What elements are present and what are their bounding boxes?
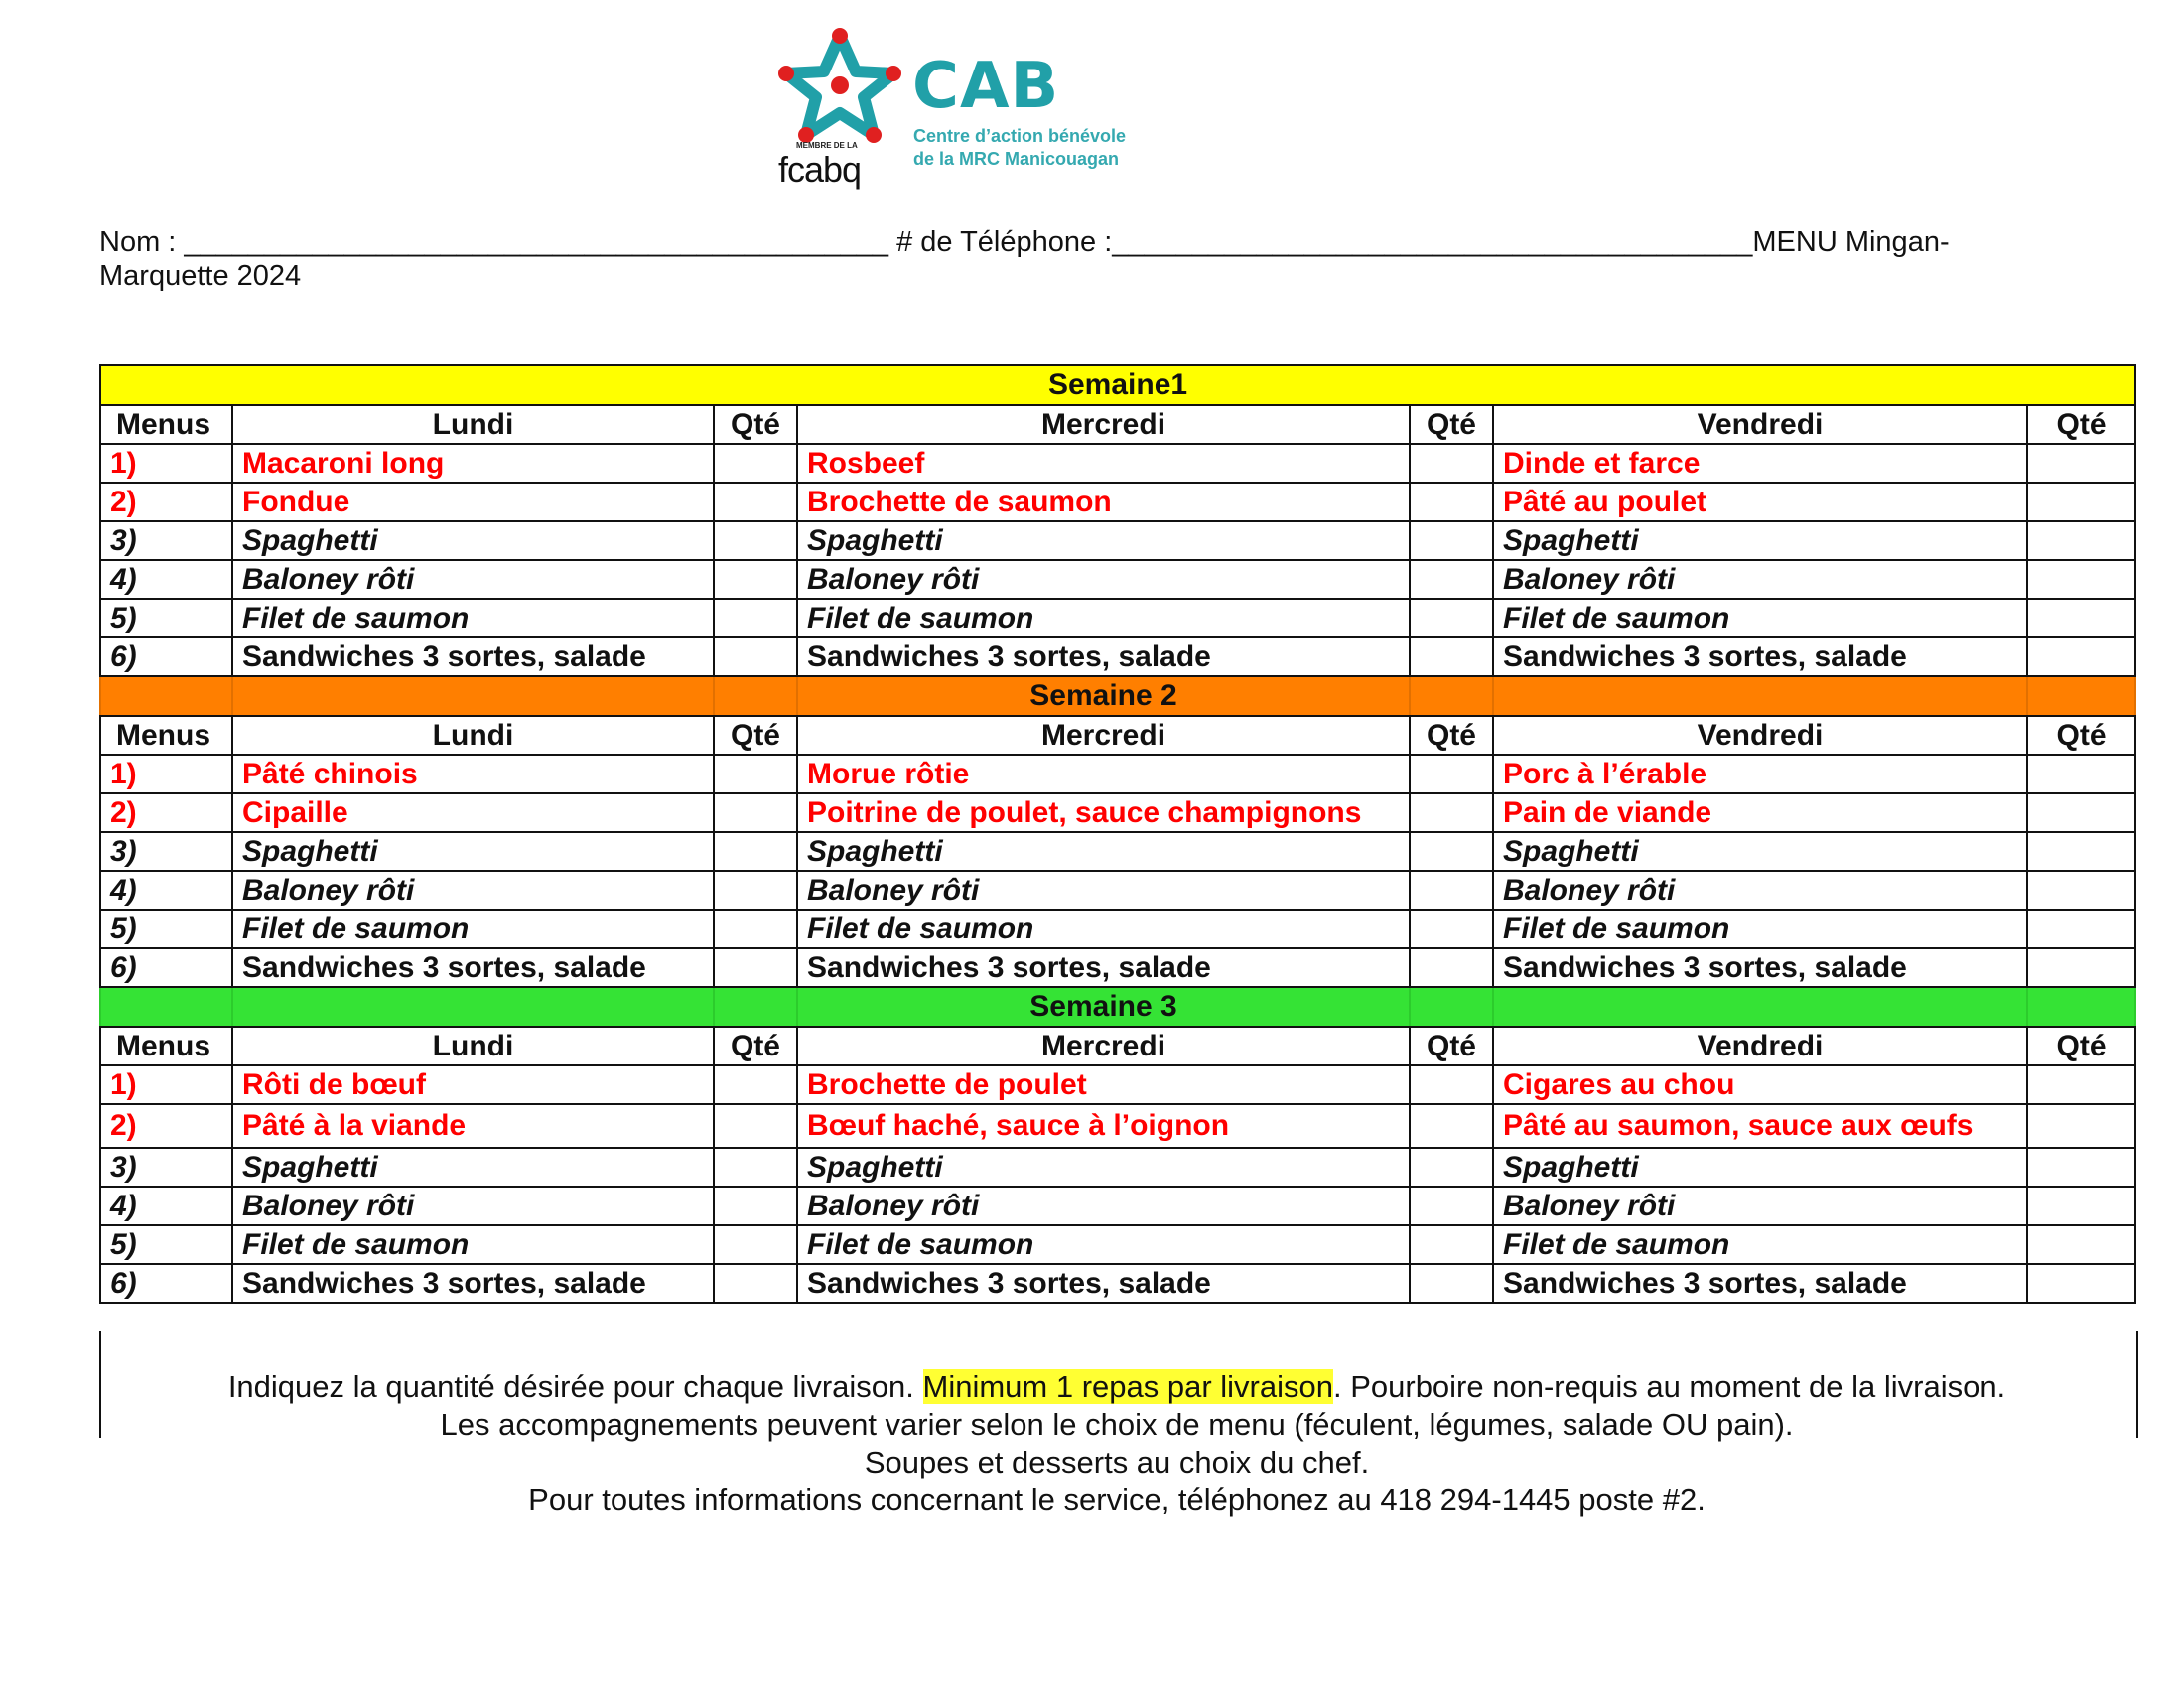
- qty-cell-mercredi[interactable]: [1410, 444, 1493, 483]
- column-header-qte: Qté: [1410, 1027, 1493, 1065]
- qty-cell-vendredi[interactable]: [2027, 599, 2135, 637]
- note-quantity-start: Indiquez la quantité désirée pour chaque livraison.: [227, 1369, 923, 1404]
- week-header-row: [100, 365, 2135, 405]
- dish-vendredi: Filet de saumon: [1493, 599, 2027, 637]
- menu-row: [100, 560, 2135, 599]
- column-header-qte: Qté: [1410, 716, 1493, 755]
- menu-row: [100, 793, 2135, 832]
- qty-cell-lundi[interactable]: [714, 1148, 797, 1187]
- qty-cell-vendredi[interactable]: [2027, 483, 2135, 521]
- menu-row: [100, 483, 2135, 521]
- qty-cell-mercredi[interactable]: [1410, 1225, 1493, 1264]
- column-header-vendredi: Vendredi: [1493, 1027, 2027, 1065]
- column-header-mercredi: Mercredi: [797, 716, 1410, 755]
- dish-lundi: Macaroni long: [232, 444, 714, 483]
- dish-lundi: Cipaille: [232, 793, 714, 832]
- week-spacer-cell: [232, 676, 714, 716]
- week-spacer-cell: [232, 987, 714, 1027]
- qty-cell-vendredi[interactable]: [2027, 832, 2135, 871]
- qty-cell-lundi[interactable]: [714, 793, 797, 832]
- dish-lundi: Baloney rôti: [232, 1187, 714, 1225]
- week-spacer-cell: [1410, 987, 1493, 1027]
- order-form-header: [99, 225, 2035, 293]
- dish-mercredi: Spaghetti: [797, 832, 1410, 871]
- qty-cell-lundi[interactable]: [714, 1065, 797, 1104]
- dish-mercredi: Filet de saumon: [797, 599, 1410, 637]
- cab-subtitle: [913, 125, 1126, 171]
- menu-number: 3): [100, 1148, 232, 1187]
- dish-lundi: Spaghetti: [232, 832, 714, 871]
- dish-mercredi: Filet de saumon: [797, 910, 1410, 948]
- qty-cell-lundi[interactable]: [714, 1104, 797, 1148]
- column-header-lundi: Lundi: [232, 716, 714, 755]
- qty-cell-vendredi[interactable]: [2027, 1148, 2135, 1187]
- menu-row: [100, 1104, 2135, 1148]
- menu-number: 1): [100, 755, 232, 793]
- qty-cell-vendredi[interactable]: [2027, 1264, 2135, 1303]
- dish-mercredi: Spaghetti: [797, 521, 1410, 560]
- star-people-icon: [778, 24, 907, 153]
- qty-cell-mercredi[interactable]: [1410, 755, 1493, 793]
- dish-vendredi: Baloney rôti: [1493, 871, 2027, 910]
- qty-cell-mercredi[interactable]: [1410, 1148, 1493, 1187]
- dish-vendredi: Sandwiches 3 sortes, salade: [1493, 948, 2027, 987]
- menu-number: 2): [100, 483, 232, 521]
- dish-lundi: Sandwiches 3 sortes, salade: [232, 948, 714, 987]
- note-minimum-highlight: Minimum 1 repas par livraison: [922, 1369, 1333, 1404]
- dish-vendredi: Spaghetti: [1493, 521, 2027, 560]
- column-header-menus: Menus: [100, 405, 232, 444]
- dish-lundi: Filet de saumon: [232, 1225, 714, 1264]
- dish-lundi: Pâté chinois: [232, 755, 714, 793]
- qty-cell-vendredi[interactable]: [2027, 871, 2135, 910]
- dish-vendredi: Sandwiches 3 sortes, salade: [1493, 637, 2027, 676]
- menu-row: [100, 871, 2135, 910]
- dish-vendredi: Sandwiches 3 sortes, salade: [1493, 1264, 2027, 1303]
- dish-vendredi: Filet de saumon: [1493, 1225, 2027, 1264]
- qty-cell-vendredi[interactable]: [2027, 637, 2135, 676]
- dish-mercredi: Baloney rôti: [797, 1187, 1410, 1225]
- dish-lundi: Sandwiches 3 sortes, salade: [232, 637, 714, 676]
- qty-cell-vendredi[interactable]: [2027, 521, 2135, 560]
- dish-vendredi: Pâté au saumon, sauce aux œufs: [1493, 1104, 2027, 1148]
- week-spacer-cell: [714, 987, 797, 1027]
- week-spacer-cell: [1493, 676, 2027, 716]
- member-label: MEMBRE DE LA: [796, 141, 858, 150]
- dish-vendredi: Dinde et farce: [1493, 444, 2027, 483]
- cab-brand: CAB: [912, 50, 1060, 123]
- qty-cell-lundi[interactable]: [714, 1225, 797, 1264]
- dish-mercredi: Sandwiches 3 sortes, salade: [797, 1264, 1410, 1303]
- dish-lundi: Fondue: [232, 483, 714, 521]
- note-tip: . Pourboire non-requis au moment de la livraison.: [1332, 1369, 2006, 1404]
- column-header-qte: Qté: [2027, 1027, 2135, 1065]
- week-header-row: [100, 676, 2135, 716]
- column-header-vendredi: Vendredi: [1493, 405, 2027, 444]
- menu-row: [100, 1264, 2135, 1303]
- qty-cell-mercredi[interactable]: [1410, 1065, 1493, 1104]
- name-phone-line: Nom : ____________________________________________ # de Téléphone :________________________________________MENU Mingan-: [99, 226, 1950, 258]
- qty-cell-lundi[interactable]: [714, 1187, 797, 1225]
- column-header-menus: Menus: [100, 716, 232, 755]
- menu-row: [100, 444, 2135, 483]
- menu-table: [99, 364, 2136, 1304]
- dish-vendredi: Pain de viande: [1493, 793, 2027, 832]
- qty-cell-vendredi[interactable]: [2027, 948, 2135, 987]
- menu-number: 5): [100, 599, 232, 637]
- qty-cell-lundi[interactable]: [714, 483, 797, 521]
- dish-vendredi: Porc à l’érable: [1493, 755, 2027, 793]
- column-header-row: [100, 1027, 2135, 1065]
- dish-lundi: Spaghetti: [232, 1148, 714, 1187]
- column-header-mercredi: Mercredi: [797, 405, 1410, 444]
- menu-number: 1): [100, 1065, 232, 1104]
- column-header-menus: Menus: [100, 1027, 232, 1065]
- menu-row: [100, 832, 2135, 871]
- menu-title-line: Marquette 2024: [99, 260, 302, 292]
- qty-cell-vendredi[interactable]: [2027, 1225, 2135, 1264]
- column-header-lundi: Lundi: [232, 405, 714, 444]
- qty-cell-lundi[interactable]: [714, 1264, 797, 1303]
- dish-lundi: Spaghetti: [232, 521, 714, 560]
- qty-cell-vendredi[interactable]: [2027, 444, 2135, 483]
- qty-cell-lundi[interactable]: [714, 521, 797, 560]
- qty-cell-vendredi[interactable]: [2027, 1187, 2135, 1225]
- qty-cell-lundi[interactable]: [714, 910, 797, 948]
- menu-row: [100, 948, 2135, 987]
- qty-cell-lundi[interactable]: [714, 871, 797, 910]
- dish-mercredi: Poitrine de poulet, sauce champignons: [797, 793, 1410, 832]
- qty-cell-vendredi[interactable]: [2027, 1065, 2135, 1104]
- menu-number: 4): [100, 560, 232, 599]
- dish-lundi: Rôti de bœuf: [232, 1065, 714, 1104]
- qty-cell-mercredi[interactable]: [1410, 1264, 1493, 1303]
- dish-lundi: Baloney rôti: [232, 871, 714, 910]
- dish-vendredi: Baloney rôti: [1493, 560, 2027, 599]
- column-header-qte: Qté: [2027, 716, 2135, 755]
- dish-mercredi: Brochette de poulet: [797, 1065, 1410, 1104]
- cab-subtitle-line2: de la MRC Manicouagan: [913, 149, 1120, 169]
- dish-lundi: Sandwiches 3 sortes, salade: [232, 1264, 714, 1303]
- dish-mercredi: Rosbeef: [797, 444, 1410, 483]
- menu-number: 5): [100, 910, 232, 948]
- menu-row: [100, 1187, 2135, 1225]
- qty-cell-lundi[interactable]: [714, 832, 797, 871]
- qty-cell-mercredi[interactable]: [1410, 599, 1493, 637]
- menu-row: [100, 910, 2135, 948]
- week-spacer-cell: [1493, 987, 2027, 1027]
- week-spacer-cell: [2027, 676, 2135, 716]
- dish-lundi: Pâté à la viande: [232, 1104, 714, 1148]
- qty-cell-vendredi[interactable]: [2027, 560, 2135, 599]
- menu-row: [100, 1148, 2135, 1187]
- menu-row: [100, 1065, 2135, 1104]
- menu-number: 6): [100, 1264, 232, 1303]
- dish-mercredi: Baloney rôti: [797, 871, 1410, 910]
- qty-cell-lundi[interactable]: [714, 560, 797, 599]
- column-header-mercredi: Mercredi: [797, 1027, 1410, 1065]
- qty-cell-lundi[interactable]: [714, 755, 797, 793]
- dish-mercredi: Filet de saumon: [797, 1225, 1410, 1264]
- dish-vendredi: Pâté au poulet: [1493, 483, 2027, 521]
- qty-cell-mercredi[interactable]: [1410, 1187, 1493, 1225]
- menu-number: 2): [100, 793, 232, 832]
- column-header-qte: Qté: [714, 1027, 797, 1065]
- qty-cell-mercredi[interactable]: [1410, 1104, 1493, 1148]
- menu-number: 6): [100, 948, 232, 987]
- dish-vendredi: Spaghetti: [1493, 1148, 2027, 1187]
- dish-vendredi: Spaghetti: [1493, 832, 2027, 871]
- dish-mercredi: Sandwiches 3 sortes, salade: [797, 948, 1410, 987]
- qty-cell-vendredi[interactable]: [2027, 1104, 2135, 1148]
- column-header-row: [100, 716, 2135, 755]
- dish-mercredi: Spaghetti: [797, 1148, 1410, 1187]
- menu-row: [100, 755, 2135, 793]
- menu-number: 6): [100, 637, 232, 676]
- menu-number: 3): [100, 832, 232, 871]
- qty-cell-mercredi[interactable]: [1410, 637, 1493, 676]
- week-spacer-cell: [1410, 676, 1493, 716]
- week-title: Semaine1: [100, 365, 2135, 405]
- note-soups: Soupes et desserts au choix du chef.: [864, 1445, 1370, 1479]
- column-header-qte: Qté: [714, 405, 797, 444]
- fcabq-logo-text: fcabq: [778, 149, 862, 190]
- qty-cell-lundi[interactable]: [714, 444, 797, 483]
- menu-number: 3): [100, 521, 232, 560]
- cab-subtitle-line1: Centre d’action bénévole: [913, 126, 1127, 146]
- menu-row: [100, 521, 2135, 560]
- note-quantity: [99, 1368, 2134, 1406]
- dish-vendredi: Baloney rôti: [1493, 1187, 2027, 1225]
- qty-cell-mercredi[interactable]: [1410, 948, 1493, 987]
- dish-lundi: Filet de saumon: [232, 599, 714, 637]
- menu-number: 2): [100, 1104, 232, 1148]
- week-spacer-cell: [100, 987, 232, 1027]
- week-spacer-cell: [2027, 987, 2135, 1027]
- menu-row: [100, 599, 2135, 637]
- qty-cell-vendredi[interactable]: [2027, 755, 2135, 793]
- week-title: Semaine 2: [797, 676, 1410, 716]
- menu-number: 1): [100, 444, 232, 483]
- dish-mercredi: Sandwiches 3 sortes, salade: [797, 637, 1410, 676]
- column-header-lundi: Lundi: [232, 1027, 714, 1065]
- qty-cell-mercredi[interactable]: [1410, 832, 1493, 871]
- dish-mercredi: Brochette de saumon: [797, 483, 1410, 521]
- column-header-row: [100, 405, 2135, 444]
- menu-row: [100, 1225, 2135, 1264]
- column-header-qte: Qté: [714, 716, 797, 755]
- qty-cell-mercredi[interactable]: [1410, 910, 1493, 948]
- qty-cell-mercredi[interactable]: [1410, 521, 1493, 560]
- menu-number: 4): [100, 1187, 232, 1225]
- column-header-qte: Qté: [1410, 405, 1493, 444]
- qty-cell-mercredi[interactable]: [1410, 793, 1493, 832]
- week-spacer-cell: [714, 676, 797, 716]
- qty-cell-lundi[interactable]: [714, 948, 797, 987]
- note-sides: Les accompagnements peuvent varier selon le choix de menu (féculent, légumes, salade OU pain).: [440, 1407, 1794, 1442]
- qty-cell-lundi[interactable]: [714, 599, 797, 637]
- dish-mercredi: Bœuf haché, sauce à l’oignon: [797, 1104, 1410, 1148]
- menu-number: 5): [100, 1225, 232, 1264]
- qty-cell-vendredi[interactable]: [2027, 910, 2135, 948]
- week-spacer-cell: [100, 676, 232, 716]
- cab-logo: [778, 24, 1156, 193]
- qty-cell-mercredi[interactable]: [1410, 483, 1493, 521]
- column-header-qte: Qté: [2027, 405, 2135, 444]
- dish-mercredi: Morue rôtie: [797, 755, 1410, 793]
- qty-cell-lundi[interactable]: [714, 637, 797, 676]
- qty-cell-vendredi[interactable]: [2027, 793, 2135, 832]
- dish-mercredi: Baloney rôti: [797, 560, 1410, 599]
- note-contact: Pour toutes informations concernant le service, téléphonez au 418 294-1445 poste #2.: [528, 1482, 1706, 1517]
- column-header-vendredi: Vendredi: [1493, 716, 2027, 755]
- notes-text: [99, 1368, 2134, 1519]
- qty-cell-mercredi[interactable]: [1410, 871, 1493, 910]
- week-header-row: [100, 987, 2135, 1027]
- week-title: Semaine 3: [797, 987, 1410, 1027]
- dish-lundi: Baloney rôti: [232, 560, 714, 599]
- qty-cell-mercredi[interactable]: [1410, 560, 1493, 599]
- dish-vendredi: Cigares au chou: [1493, 1065, 2027, 1104]
- menu-row: [100, 637, 2135, 676]
- dish-vendredi: Filet de saumon: [1493, 910, 2027, 948]
- dish-lundi: Filet de saumon: [232, 910, 714, 948]
- menu-number: 4): [100, 871, 232, 910]
